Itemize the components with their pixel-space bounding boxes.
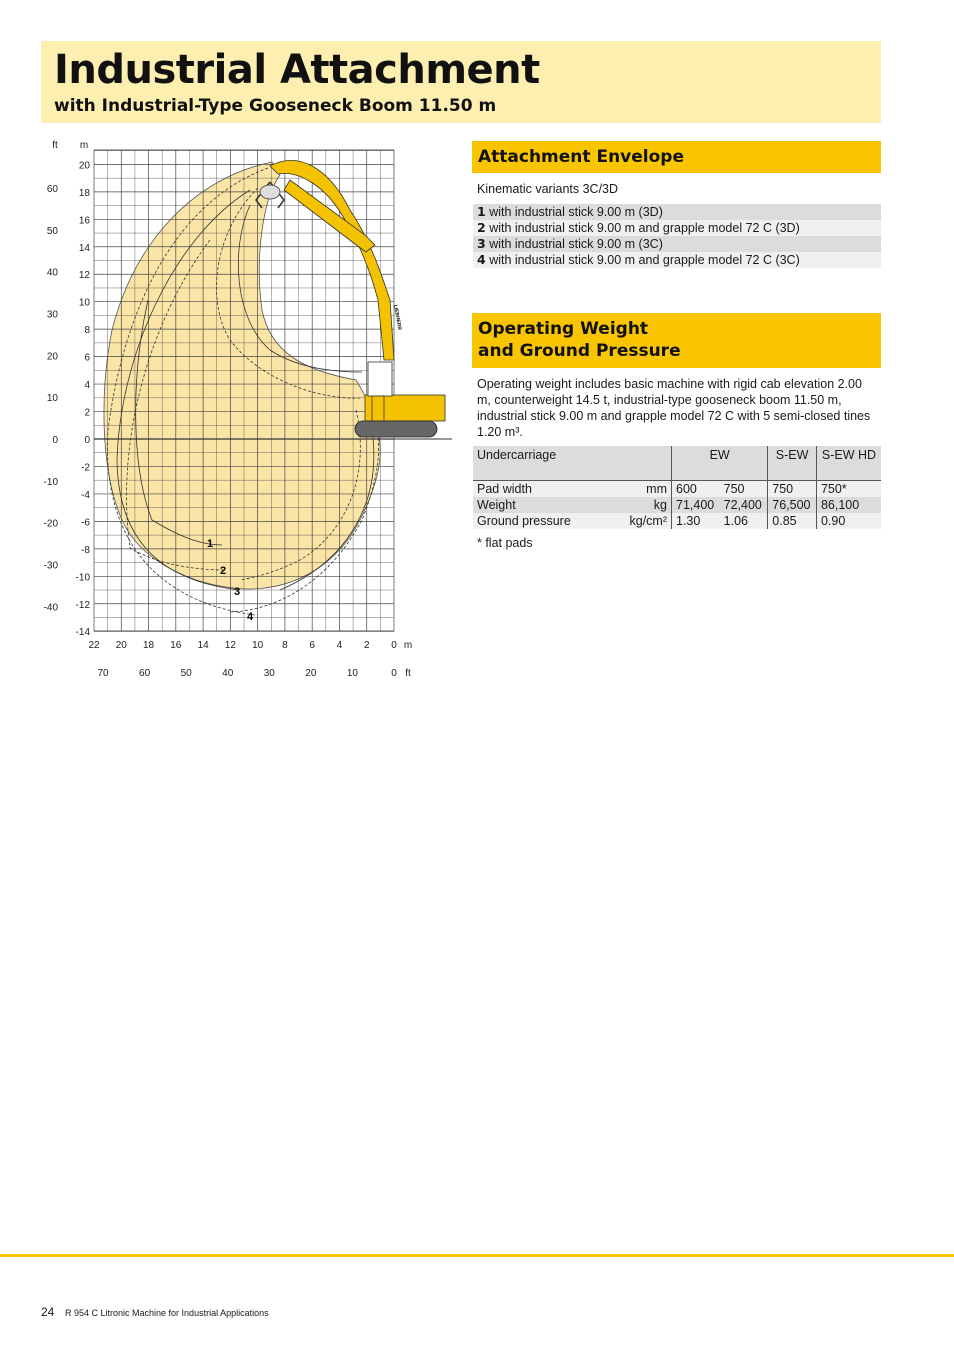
table-cell: 86,100 [816,497,881,513]
list-item [473,204,881,220]
y-tick-label-m: -12 [75,599,90,611]
table-header-row [473,446,881,481]
y-tick-label-m: 18 [78,187,90,199]
footer-text: R 954 C Litronic Machine for Industrial Applications [65,1308,269,1318]
x-tick-label-ft: 30 [263,668,275,679]
list-item [473,236,881,252]
flat-pads-note: * flat pads [477,536,533,550]
operating-weight-description: Operating weight includes basic machine with rigid cab elevation 2.00 m, counterweight 14.5 t, industrial-type gooseneck boom 11.50 m, industrial stick 9.00 m and grapple model 72 C with 5 semi-closed tines 1.20 m³. [477,377,871,439]
table-cell: 1.06 [720,513,768,529]
x-tick-label-m: 12 [224,640,236,651]
row-unit: kg [653,498,667,512]
x-tick-label-m: 20 [115,640,127,651]
page-title: Industrial Attachment [54,47,540,93]
table-cell: 600 [672,481,720,498]
variant-text: with industrial stick 9.00 m and grapple model 72 C (3D) [489,221,800,235]
x-tick-label-m: 4 [336,640,343,651]
page-number: 24 [41,1305,55,1319]
list-item [473,220,881,236]
y-tick-label-ft: -30 [43,560,58,572]
table-cell: 71,400 [672,497,720,513]
y-tick-label-m: -8 [81,544,90,556]
y-tick-label-m: -2 [81,462,90,474]
variant-number: 3 [477,236,486,251]
list-item [473,252,881,268]
row-label-cell [473,513,672,529]
x-tick-label-m: 0 [391,640,397,651]
table-cell: 0.85 [768,513,817,529]
variant-list [473,204,881,268]
x-tick-label-m: 14 [197,640,209,651]
y-tick-label-ft: -40 [43,602,58,614]
operating-weight-heading-band [472,313,881,368]
table-cell: 0.90 [816,513,881,529]
machine-brand: LIEBHERR [392,304,403,331]
x-unit-m: m [403,640,413,651]
x-tick-label-m: 6 [309,640,315,651]
y-tick-label-ft: 20 [46,351,58,363]
y-tick-label-m: 4 [84,380,90,392]
col-header-s-ew-hd: S-EW HD [816,446,881,481]
row-label: Ground pressure [477,514,571,528]
table-cell: 750 [768,481,817,498]
y-tick-label-ft: 60 [46,183,58,195]
curve-label-4: 4 [247,611,254,623]
y-tick-label-m: -14 [75,627,90,639]
table-cell: 750* [816,481,881,498]
variant-text: with industrial stick 9.00 m (3D) [489,205,663,219]
x-tick-label-m: 22 [88,640,100,651]
x-tick-label-m: 8 [282,640,288,651]
attachment-envelope-diagram [0,130,470,690]
y-tick-label-ft: 50 [46,225,58,237]
col-header-undercarriage: Undercarriage [473,446,672,481]
undercarriage-table [473,446,881,529]
y-tick-label-m: -4 [81,489,90,501]
row-unit: mm [646,482,667,496]
y-unit-ft: ft [52,140,58,151]
x-tick-label-ft: 60 [139,668,151,679]
x-tick-label-m: 16 [170,640,182,651]
y-tick-label-ft: 40 [46,267,58,279]
col-header-ew: EW [672,446,768,481]
y-tick-label-m: 6 [84,352,90,364]
y-tick-label-m: 10 [78,297,90,309]
row-label-cell [473,481,672,498]
page-subtitle: with Industrial-Type Gooseneck Boom 11.50 m [54,96,497,116]
table-row [473,497,881,513]
table-cell: 750 [720,481,768,498]
heading-line-2: and Ground Pressure [478,341,681,361]
footer-rule [0,1254,954,1257]
x-tick-label-ft: 0 [391,668,397,679]
row-unit: kg/cm² [629,514,667,528]
y-tick-label-m: 12 [78,270,90,282]
col-header-s-ew: S-EW [768,446,817,481]
x-tick-label-ft: 50 [180,668,192,679]
x-tick-label-ft: 10 [346,668,358,679]
curve-label-1: 1 [207,538,214,550]
x-tick-label-m: 18 [142,640,155,651]
operating-weight-heading [472,313,881,367]
y-tick-label-m: 0 [84,435,90,446]
y-tick-label-ft: -20 [43,518,58,530]
y-tick-label-m: -6 [81,517,90,529]
y-tick-label-m: 20 [78,160,90,172]
y-tick-label-ft: 10 [46,393,58,405]
y-tick-label-ft: 0 [52,435,58,446]
row-label: Weight [477,498,516,512]
x-tick-label-ft: 70 [97,668,109,679]
track [355,421,437,437]
y-unit-m: m [79,140,89,151]
row-label: Pad width [477,482,532,496]
y-tick-label-m: 14 [78,242,90,254]
cab [368,362,392,396]
x-tick-label-ft: 40 [222,668,234,679]
table-cell: 1.30 [672,513,720,529]
y-tick-label-m: -10 [75,572,90,584]
x-tick-label-m: 2 [363,640,370,651]
y-tick-label-m: 8 [84,325,90,337]
curve-label-2: 2 [220,565,227,577]
y-tick-label-m: 2 [84,407,90,419]
table-row [473,513,881,529]
y-tick-label-m: 16 [78,215,90,227]
variant-number: 2 [477,220,486,235]
cab-riser [372,396,384,421]
variant-number: 4 [477,252,486,267]
row-label-cell [473,497,672,513]
x-unit-ft: ft [405,668,411,679]
title-banner [41,41,881,123]
attachment-envelope-heading: Attachment Envelope [478,147,684,167]
kinematic-variants-text: Kinematic variants 3C/3D [477,182,619,196]
table-row [473,481,881,498]
variant-number: 1 [477,204,486,219]
x-tick-label-m: 10 [252,640,264,651]
x-tick-label-ft: 20 [305,668,317,679]
table-cell: 72,400 [720,497,768,513]
heading-line-1: Operating Weight [478,319,649,339]
y-tick-label-ft: -10 [43,476,58,488]
attachment-envelope-heading-band [472,141,881,173]
variant-text: with industrial stick 9.00 m (3C) [489,237,663,251]
variant-text: with industrial stick 9.00 m and grapple model 72 C (3C) [489,253,800,267]
y-tick-label-ft: 30 [46,309,58,321]
table-cell: 76,500 [768,497,817,513]
curve-label-3: 3 [234,586,241,598]
